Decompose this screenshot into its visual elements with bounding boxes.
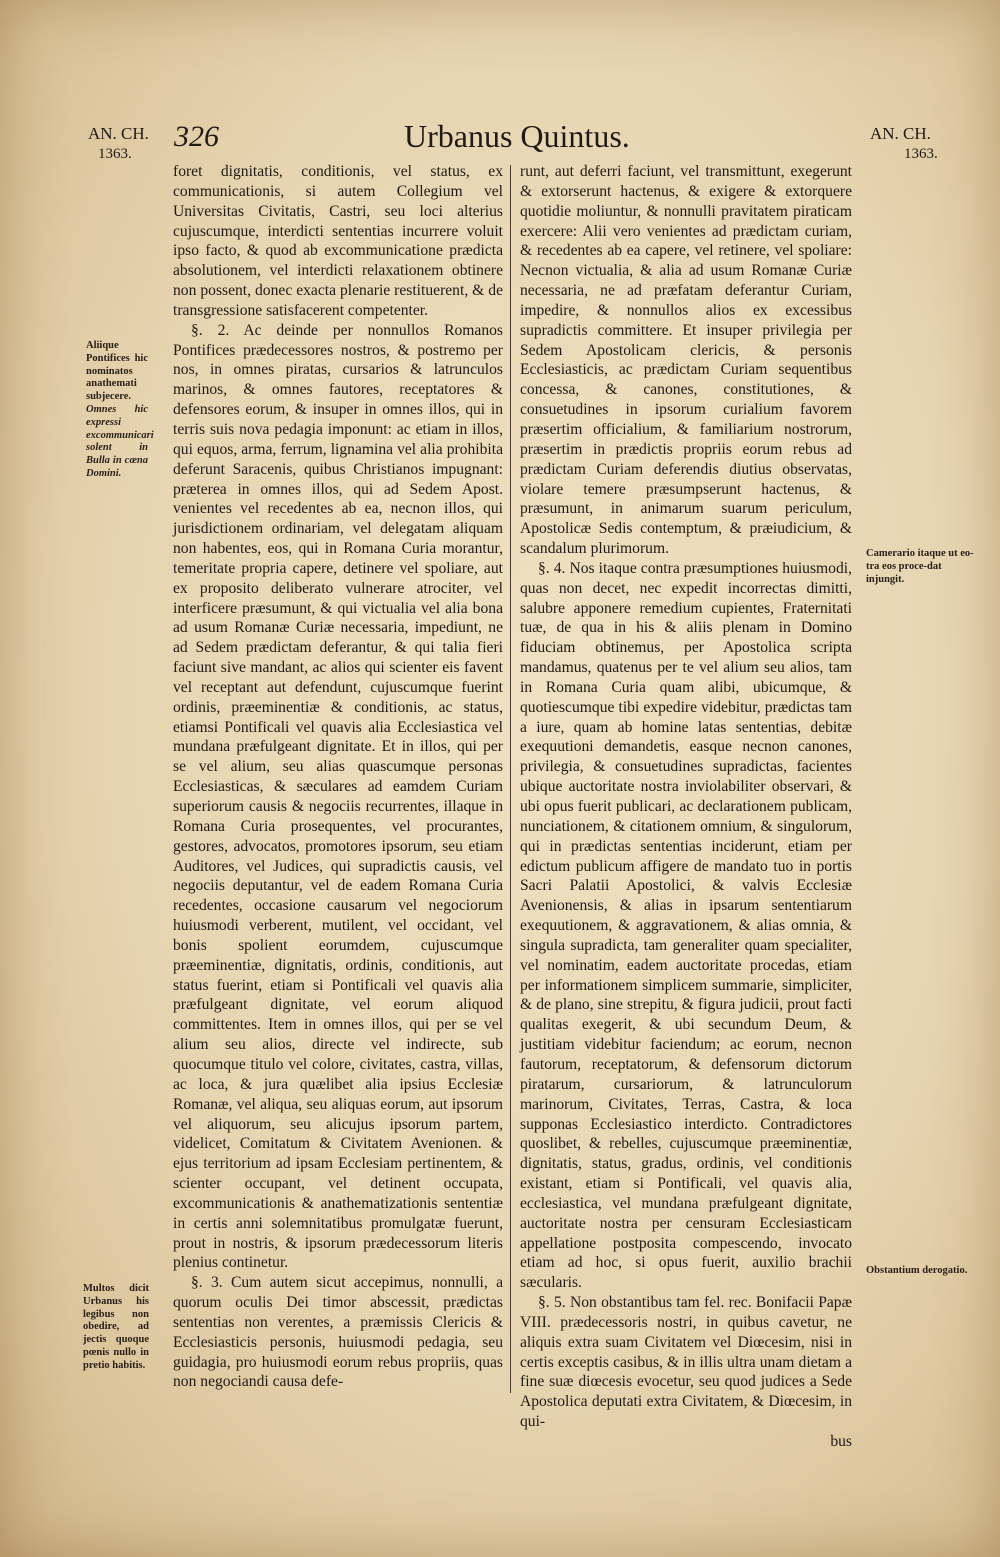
paragraph: foret dignitatis, conditionis, vel status, ex communicationis, si autem Collegium vel Universitas Civitatis, Castri, seu loci alterius cujuscumque, interdicti sententias incurrere voluit ipso facto, & quod ab excommunicatione prædicta absolutionem, vel interdicti relaxationem obtinere non possent, donec exacta plenarie restituerent, & de transgressione satisfacerent competenter.	[173, 163, 503, 319]
margin-note-1-italic: Omnes hic expressi excommunicari solent in Bulla in cœna Domini.	[86, 403, 154, 479]
running-title: Urbanus Quintus.	[404, 118, 630, 154]
header-label-left: AN. CH.	[88, 124, 149, 143]
header-year-right-value: 1363.	[904, 146, 938, 162]
margin-note-1-plain: Aliique Pontifices hic nominatos anathemati subjecere.	[86, 340, 148, 403]
page-number: 326	[174, 120, 219, 153]
paragraph-section-2: §. 2. Ac deinde per nonnullos Romanos Pontifices prædecessores nostros, & postremo per nos, in omnes piratas, cursarios & latrunculos marinos, & omnes fautores, receptatores & defensores eorum, & insuper in omnes illos, qui in terris suis nova pedagia imponunt: ac etiam in illos, qui equos, arma, ferrum, lignamina vel alia prohibita deferunt Saracenis, quibus Christianos impugnant: præterea in omnes illos, qui ad Sedem Apost. venientes vel recedentes ab ea, necnon illos, qui jurisdictionem ordinariam, vel delegatam aliquam non habentes, eos, qui in Romana Curia morantur, temeritate propria capere, detinere vel spoliare, aut ex proposito deliberato vulnerare atrociter, vel interficere præsumunt, & qui victualia vel alia bona ad usum Romanæ Curiæ necessaria, impediunt, ne ad Sedem prædictam deferantur, & qui talia fieri faciunt sive mandant, ac alios qui scienter eis favent vel receptant aut defendunt, cujuscumque fuerint ordinis, præeminentiæ & conditionis, ac status, etiamsi Pontificali vel quavis alia Ecclesiastica vel mundana præfulgeant dignitate. Et in illos, qui per se vel alium, seu alias quascumque personas Ecclesiasticas, & sæculares ad eamdem Curiam superiorum causis & negociis recurrentes, illaque in Romana Curia prosequentes, vel procurantes, gestores, advocatos, promotores ipsorum, seu etiam Auditores, vel Judices, qui supradictis causis, vel negociis deputantur, vel de eadem Romana Curia recedentes, occasione causarum vel negociorum huiusmodi verberent, mutilent, vel occidant, vel bonis spolient eorumdem, cujuscumque præeminentiæ, dignitatis, ordinis, conditionis, aut status fuerint, etiam si Pontificali vel quavis alia præfulgeant dignitate, vel eorum aliquod committentes. Item in omnes illos, qui per se vel alium seu alios, directe vel indirecte, sub quocumque titulo vel colore, civitates, castra, villas, ac loca, & jura quælibet alia ipsius Ecclesiæ Romanæ, vel aliqua, seu aliquas eorum, aut ipsorum vel aliquorum, seu alicujus ipsorum partem, videlicet, Comitatum & Civitatem Avenionen. & ejus territorium ad ipsam Ecclesiam pertinentem, & scienter occupant, vel detinent occupata, excommunicationis & anathematizationis sententiæ in certis anni solemnitatibus promulgatæ fuerunt, prout in nostris, & ipsorum prædecessorum literis plenius continetur.	[173, 321, 503, 1272]
header-year-right	[870, 124, 980, 164]
paragraph: runt, aut deferri faciunt, vel transmittunt, exegerunt & extorserunt hactenus, & exigere & extorquere quotidie moliuntur, & nonnulli pravitatem piraticam exercere: Alii vero venientes ad prædictam curiam, & recedentes ab ea capere, vel retinere, vel spoliare: Necnon victualia, & alia ad usum Romanæ Curiæ necessaria, ne ad præfatam deferantur Curiam, impedire, & nonnullos alios ex excessibus supradictis committere. Et insuper privilegia per Sedem Apostolicam clericis, & personis Ecclesiasticis, ac prædictam Curiam sequentibus concessa, & canones, constitutiones, & consuetudines in ipsorum curialium favorem præsertim officialium, & familiarium nostrorum, præsertim in prædictis propriis eorum rebus ad prædictam Curiam deferendis diutius observatas, violare temere præsumpserunt hactenus, & præsumunt, in animarum suarum periculum, Apostolicæ Sedis contemptum, & præiudicium, & scandalum plurimorum.	[520, 163, 852, 558]
header-year-left	[88, 124, 178, 164]
column-divider	[510, 165, 511, 1393]
paragraph-section-4: §. 4. Nos itaque contra præsumptiones huiusmodi, quas non decet, nec expedit incorrectas dimitti, salubre apponere remedium cupientes, Fraternitati tuæ, de qua in his & aliis plenam in Domino fiduciam obtinemus, per Apostolica scripta mandamus, quatenus per te vel alium seu alios, tam in Romana Curia quam alibi, ubicumque, & quotiescumque tibi expedire videbitur, prædictas tam a iure, quam ab homine latas sententias, debitæ exequutioni demandetis, easque necnon canones, privilegia, & consuetudines supradictas, facientes ubique auctoritate nostra inviolabiliter observari, & ubi opus fuerit publicari, ac declarationem publicam, nunciationem, & citationem omnium, & singulorum, qui in prædictas sententias inciderunt, etiam per edictum publicum affigere de mandato tuo in portis Sacri Palatii Apostolici, & valvis Ecclesiæ Avenionensis, & alias in ipsarum sententiarum exequutionem, & aggravationem, & alias omnia, & singula supradicta, tam generaliter quam specialiter, vel nominatim, eadem auctoritate procedas, etiam per informationem simplicem summarie, simpliciter, & de plano, sine strepitu, & figura judicii, prout facti qualitas exegerit, & ubi secundum Deum, & justitiam videbitur faciendum; ac eorum, necnon fautorum, receptatorum, & defensorum dictorum piratarum, cursariorum, & latrunculorum marinorum, Civitates, Terras, Castra, & loca supponas Ecclesiastico interdicto. Contradictores quoslibet, & rebelles, cujuscumque præeminentiæ, dignitatis, status, gradus, ordinis, vel conditionis existant, etiam si Pontificali, vel quavis alia, ecclesiastica, vel mundana præfulgeant dignitate, auctoritate nostra per censuram Ecclesiasticam appellatione postposita compescendo, invocato etiam ad hoc, si opus fuerit, auxilio brachii sæcularis.	[520, 559, 852, 1292]
margin-note-2: Multos dicit Urbanus his legibus non obedire, ad jectis quoque pœnis nullo in pretio habitis.	[83, 1283, 149, 1371]
margin-note-4: Obstantium derogatio.	[866, 1265, 968, 1276]
paragraph-section-3: §. 3. Cum autem sicut accepimus, nonnulli, a quorum oculis Dei timor abscessit, prædictas sententias non verentes, a præmissis Clericis & Ecclesiasticis personis, huiusmodi pedagia, seu guidagia, pro huiusmodi eorum rebus propriis, quas non negociandi causa defe-	[173, 1274, 503, 1391]
paragraph-section-5: §. 5. Non obstantibus tam fel. rec. Bonifacii Papæ VIII. prædecessoris nostri, in quibus cavetur, ne aliquis extra suam Civitatem vel Diœcesim, nisi in certis exceptis casibus, & in illis ultra unam dietam a fine suæ diœcesis evocetur, seu quod judices a Sede Apostolica deputati extra Civitatem, & Diœcesim, in qui-	[520, 1294, 852, 1431]
margin-note-3: Camerario itaque ut eo-tra eos proce-dat injungit.	[866, 548, 974, 585]
catchword: bus	[830, 1433, 852, 1450]
right-text-column	[520, 162, 852, 1452]
margin-note-1	[86, 340, 154, 481]
header-year-left-value: 1363.	[98, 146, 132, 162]
left-text-column	[173, 162, 503, 1392]
header-label-right: AN. CH.	[870, 124, 931, 143]
